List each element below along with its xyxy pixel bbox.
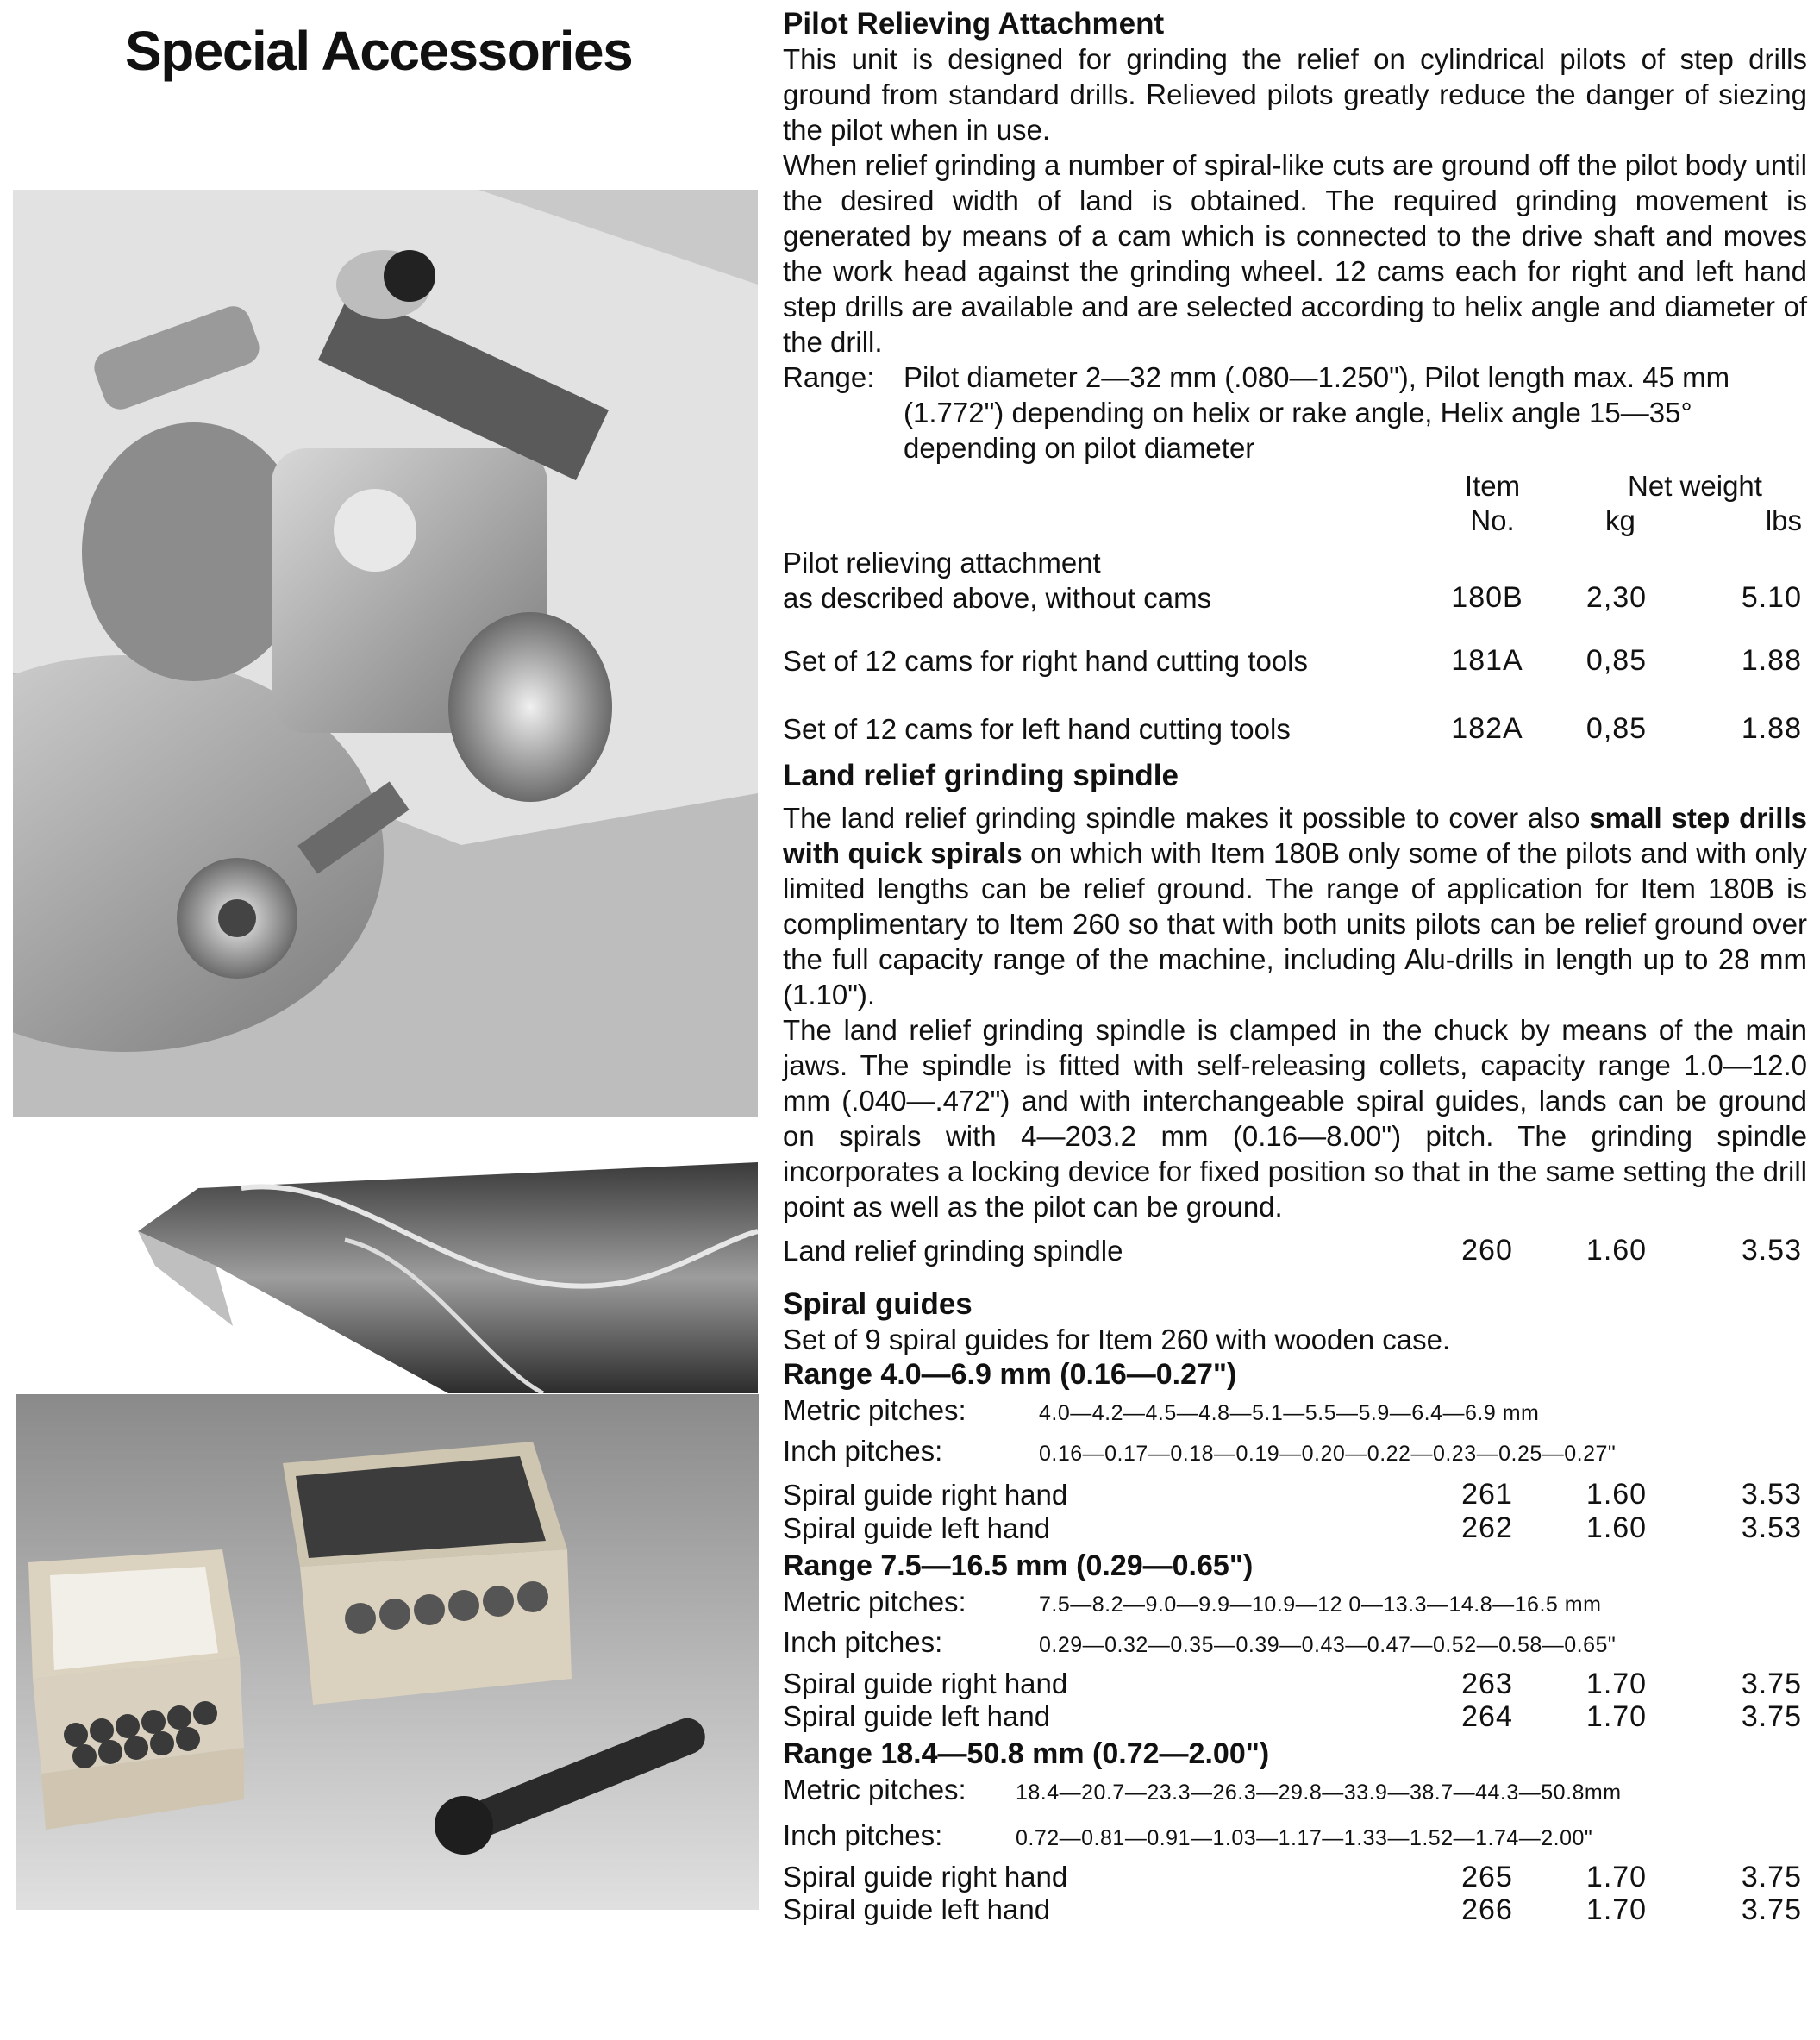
row-lbs: 3.75	[1741, 1861, 1802, 1893]
pilot-paragraph-2: When relief grinding a number of spiral-like cuts are ground off the pilot body until the desired width of land is obtained. The required grinding movement is generated by means of a cam which is connected to the drive shaft and moves the work head against the grinding wheel. 12 cams each for right and left hand step drills are available and are selected according to helix angle and diameter of the drill.	[783, 149, 1807, 358]
table-row	[783, 1861, 1807, 1893]
pilot-paragraph-1: This unit is designed for grinding the relief on cylindrical pilots of step drills ground from standard drills. Relieved pilots greatly reduce the danger of siezing the pilot when in use.	[783, 43, 1807, 146]
pilot-heading: Pilot Relieving Attachment	[783, 7, 1165, 41]
row-item: 260	[1461, 1234, 1513, 1267]
table-row	[783, 1478, 1807, 1511]
row-lbs: 1.88	[1741, 712, 1802, 745]
step-drill-photo	[138, 1136, 758, 1393]
row-desc: Set of 12 cams for right hand cutting tools	[783, 645, 1309, 677]
row-desc: Spiral guide right hand	[783, 1479, 1068, 1511]
row-kg: 1.70	[1585, 1700, 1648, 1733]
row-desc: Spiral guide left hand	[783, 1512, 1051, 1544]
land-para1-a: The land relief grinding spindle makes it possible to cover also	[783, 802, 1590, 834]
row-lbs: 3.75	[1741, 1700, 1802, 1733]
row-desc: Spiral guide left hand	[783, 1700, 1051, 1732]
row-desc: Spiral guide right hand	[783, 1668, 1068, 1699]
row-kg: 0,85	[1585, 712, 1648, 745]
range-title: Range 4.0—6.9 mm (0.16—0.27")	[783, 1358, 1237, 1391]
text-column	[783, 7, 1807, 1926]
inch-label: Inch pitches:	[783, 1626, 943, 1658]
metric-pitches	[783, 1583, 1807, 1624]
row-kg: 1.70	[1585, 1668, 1648, 1700]
row-item: 262	[1461, 1511, 1513, 1544]
range-label: Range:	[783, 361, 875, 393]
land-heading: Land relief grinding spindle	[783, 759, 1179, 792]
metric-pitches	[783, 1392, 1807, 1432]
row-kg: 1.60	[1585, 1234, 1648, 1267]
row-kg: 1.60	[1585, 1478, 1648, 1511]
range-title: Range 7.5—16.5 mm (0.29—0.65")	[783, 1549, 1254, 1582]
row-desc: Spiral guide right hand	[783, 1861, 1068, 1893]
col-lbs-label: lbs	[1765, 504, 1802, 536]
range-title: Range 18.4—50.8 mm (0.72—2.00")	[783, 1737, 1270, 1770]
pilot-range	[783, 360, 1807, 466]
range-text: Pilot diameter 2—32 mm (.080—1.250"), Pilot length max. 45 mm (1.772") depending on helix or rake angle, Helix angle 15—35° depending on pilot diameter	[904, 361, 1730, 464]
table-row	[783, 711, 1807, 747]
inch-value: 0.72—0.81—0.91—1.03—1.17—1.33—1.52—1.74—2.00"	[1016, 1826, 1593, 1850]
row-kg: 1.60	[1585, 1511, 1648, 1544]
spiral-guides-case-photo	[16, 1394, 759, 1910]
col-weight-label: Net weight	[1628, 470, 1762, 502]
metric-label: Metric pitches:	[783, 1586, 966, 1618]
machine-photo	[13, 190, 758, 1117]
row-lbs: 3.75	[1741, 1893, 1802, 1926]
table-row	[783, 1233, 1807, 1268]
table-row	[783, 1511, 1807, 1545]
inch-label: Inch pitches:	[783, 1435, 943, 1467]
spiral-heading: Spiral guides	[783, 1287, 973, 1321]
row-desc: Land relief grinding spindle	[783, 1235, 1123, 1267]
col-no-label: No.	[1470, 504, 1515, 536]
table-row	[783, 1700, 1807, 1733]
table-row	[783, 643, 1807, 679]
row-desc: Pilot relieving attachment	[783, 547, 1101, 579]
metric-label: Metric pitches:	[783, 1774, 966, 1805]
land-para1-c: on which with Item 180B only some of the pilots and with only limited lengths can be relief ground. The range of application for Item 180B is complimentary to Item 260 so that with both units pilots can be relief ground over the full capacity range of the machine, including Alu-drills in length up to 28 mm (1.10").	[783, 837, 1807, 1011]
row-kg: 0,85	[1585, 644, 1648, 677]
row-item: 182A	[1451, 712, 1523, 745]
table-row	[783, 1668, 1807, 1700]
metric-label: Metric pitches:	[783, 1394, 966, 1426]
row-item: 263	[1461, 1668, 1513, 1700]
row-item: 264	[1461, 1700, 1513, 1733]
row-item: 265	[1461, 1861, 1513, 1893]
row-lbs: 3.75	[1741, 1668, 1802, 1700]
row-item: 181A	[1451, 644, 1523, 677]
row-lbs: 1.88	[1741, 644, 1802, 677]
metric-value: 18.4—20.7—23.3—26.3—29.8—33.9—38.7—44.3—50.8mm	[1016, 1780, 1622, 1805]
metric-pitches	[783, 1771, 1807, 1812]
row-lbs: 3.53	[1741, 1234, 1802, 1267]
inch-value: 0.16—0.17—0.18—0.19—0.20—0.22—0.23—0.25—0.27"	[1039, 1442, 1617, 1466]
spiral-intro: Set of 9 spiral guides for Item 260 with wooden case.	[783, 1323, 1451, 1355]
row-kg: 1.70	[1585, 1861, 1648, 1893]
row-desc: Spiral guide left hand	[783, 1893, 1051, 1925]
col-kg-label: kg	[1605, 504, 1635, 536]
metric-value: 4.0—4.2—4.5—4.8—5.1—5.5—5.9—6.4—6.9 mm	[1039, 1401, 1540, 1425]
inch-label: Inch pitches:	[783, 1819, 943, 1851]
land-paragraph-1	[783, 800, 1807, 1012]
page-title: Special Accessories	[125, 20, 633, 82]
table-header	[783, 469, 1807, 538]
land-paragraph-2: The land relief grinding spindle is clamped in the chuck by means of the main jaws. The spindle is fitted with self-releasing collets, capacity range 1.0—12.0 mm (.040—.472") and with interchangeable spiral guides, lands can be ground on spirals with 4—203.2 mm (0.16—8.00") pitch. The grinding spindle incorporates a locking device for fixed position so that in the same setting the drill point as well as the pilot can be ground.	[783, 1014, 1807, 1223]
table-row	[783, 1893, 1807, 1926]
row-lbs: 3.53	[1741, 1511, 1802, 1544]
row-desc: Set of 12 cams for left hand cutting tools	[783, 713, 1291, 745]
inch-pitches	[783, 1432, 1807, 1473]
row-item: 261	[1461, 1478, 1513, 1511]
row-kg: 1.70	[1585, 1893, 1648, 1926]
row-lbs: 3.53	[1741, 1478, 1802, 1511]
row-item: 180B	[1451, 581, 1523, 614]
metric-value: 7.5—8.2—9.0—9.9—10.9—12 0—13.3—14.8—16.5 mm	[1039, 1593, 1602, 1617]
row-desc-2: as described above, without cams	[783, 582, 1212, 614]
inch-value: 0.29—0.32—0.35—0.39—0.43—0.47—0.52—0.58—0.65"	[1039, 1633, 1617, 1657]
row-item: 266	[1461, 1893, 1513, 1926]
row-lbs: 5.10	[1741, 581, 1802, 614]
land-para1-bold: small step drills with quick spirals	[783, 802, 1807, 869]
inch-pitches	[783, 1624, 1807, 1664]
col-item-label: Item	[1464, 470, 1521, 502]
row-kg: 2,30	[1585, 581, 1648, 614]
inch-pitches	[783, 1817, 1807, 1857]
table-row	[783, 545, 1807, 616]
